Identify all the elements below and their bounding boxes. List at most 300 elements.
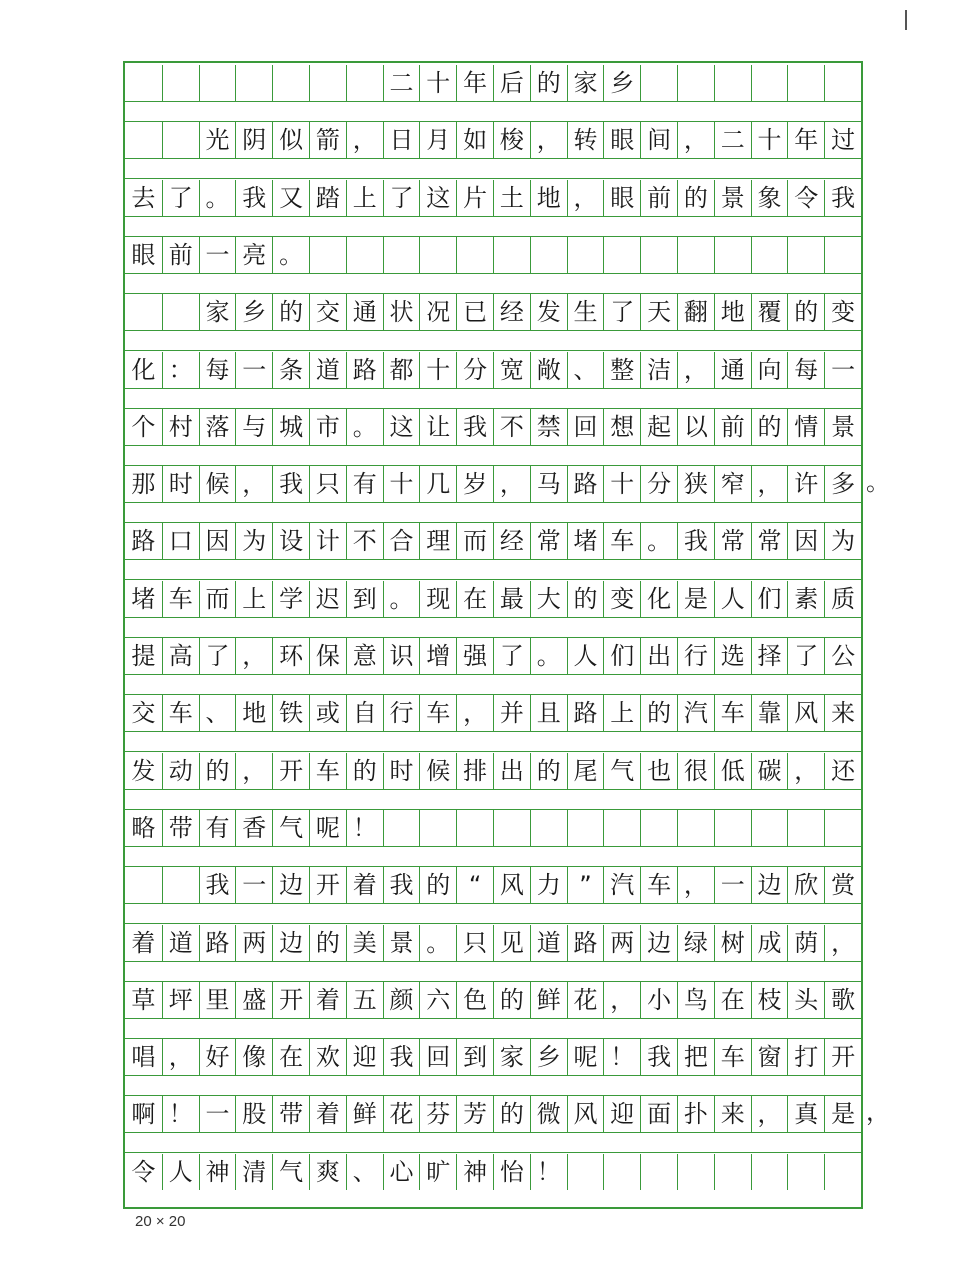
grid-cell: 而 [456, 523, 493, 559]
grid-cell: 片 [456, 180, 493, 216]
grid-cell: 不 [493, 409, 530, 445]
grid-cell [162, 867, 199, 903]
grid-cell: 汽 [677, 695, 714, 731]
grid-cell: ， [530, 122, 567, 158]
grid-cell: 现 [419, 581, 456, 617]
grid-cell: 。 [640, 523, 677, 559]
grid-cell: 地 [714, 294, 751, 330]
grid-cell: 道 [162, 925, 199, 961]
grid-cell [714, 237, 751, 273]
grid-cell [530, 237, 567, 273]
grid-cell [309, 237, 346, 273]
grid-cell: 候 [199, 466, 236, 502]
grid-cell [419, 810, 456, 846]
grid-cell: 提 [131, 642, 156, 670]
grid-cell: 两 [235, 925, 272, 961]
overflow-punctuation: ， [866, 1098, 890, 1127]
title-cell [309, 65, 346, 101]
row-separator [125, 903, 861, 924]
grid-cell: 通 [346, 294, 383, 330]
grid-cell: 自 [346, 695, 383, 731]
grid-cell: 芳 [456, 1096, 493, 1132]
grid-cell: 旷 [419, 1154, 456, 1190]
grid-cell: 排 [456, 753, 493, 789]
grid-cell: 车 [714, 695, 751, 731]
grid-cell: 香 [235, 810, 272, 846]
grid-cell: 着 [131, 928, 156, 957]
row-separator [125, 330, 861, 351]
grid-cell: 气 [603, 753, 640, 789]
grid-cell: 交 [309, 294, 346, 330]
grid-cell: 盛 [235, 982, 272, 1018]
grid-cell: ， [235, 466, 272, 502]
grid-cell: 村 [162, 409, 199, 445]
grid-cell: 的 [309, 925, 346, 961]
grid-cell: 、 [346, 1154, 383, 1190]
grid-cell: ， [677, 122, 714, 158]
grid-cell: 我 [235, 180, 272, 216]
grid-cell: 的 [530, 753, 567, 789]
corner-mark [905, 10, 907, 30]
grid-cell: ” [567, 867, 604, 903]
grid-cell: 的 [787, 294, 824, 330]
grid-cell: 车 [162, 695, 199, 731]
grid-cell: 因 [199, 523, 236, 559]
grid-cell: 间 [640, 122, 677, 158]
grid-cell: 啊 [131, 1100, 156, 1129]
grid-cell: 与 [235, 409, 272, 445]
grid-cell [787, 810, 824, 846]
grid-cell: 色 [456, 982, 493, 1018]
grid-cell: 。 [419, 925, 456, 961]
grid-cell: 道 [309, 352, 346, 388]
grid-cell: 只 [456, 925, 493, 961]
grid-cell: 十 [751, 122, 788, 158]
grid-cell: 阴 [235, 122, 272, 158]
grid-cell: 迎 [603, 1096, 640, 1132]
grid-cell: 欣 [787, 867, 824, 903]
grid-cell: 化 [131, 355, 156, 384]
grid-cell: 象 [751, 180, 788, 216]
grid-cell: 为 [824, 523, 861, 559]
grid-cell: 像 [235, 1039, 272, 1075]
grid-cell: 车 [309, 753, 346, 789]
grid-cell: 里 [199, 982, 236, 1018]
grid-cell: 枝 [751, 982, 788, 1018]
grid-cell: 道 [530, 925, 567, 961]
title-cell: 二 [383, 65, 420, 101]
grid-cell: 高 [162, 638, 199, 674]
grid-cell: 花 [383, 1096, 420, 1132]
text-row [125, 237, 861, 273]
grid-cell: 风 [567, 1096, 604, 1132]
grid-cell [640, 237, 677, 273]
grid-cell: 到 [346, 581, 383, 617]
grid-cell: 狭 [677, 466, 714, 502]
grid-cell: 欢 [309, 1039, 346, 1075]
grid-cell: 歌 [824, 982, 861, 1018]
grid-cell: 着 [309, 982, 346, 1018]
grid-cell: 心 [383, 1154, 420, 1190]
grid-cell: 土 [493, 180, 530, 216]
grid-cell: 经 [493, 523, 530, 559]
text-row [125, 753, 861, 789]
grid-cell: 风 [787, 695, 824, 731]
grid-cell: 、 [199, 695, 236, 731]
grid-cell: 爽 [309, 1154, 346, 1190]
grid-cell [125, 122, 162, 158]
grid-cell: 美 [346, 925, 383, 961]
title-cell [640, 65, 677, 101]
grid-cell: 为 [235, 523, 272, 559]
grid-cell: 岁 [456, 466, 493, 502]
grid-cell: 堵 [567, 523, 604, 559]
title-cell: 家 [567, 65, 604, 101]
grid-cell: 年 [787, 122, 824, 158]
grid-cell: 生 [567, 294, 604, 330]
row-separator [125, 1075, 861, 1096]
grid-cell [787, 1154, 824, 1190]
grid-cell: 的 [272, 294, 309, 330]
grid-cell: 令 [787, 180, 824, 216]
grid-cell [567, 810, 604, 846]
grid-cell: 到 [456, 1039, 493, 1075]
grid-cell: 好 [199, 1039, 236, 1075]
grid-cell: 口 [162, 523, 199, 559]
grid-cell: 鸟 [677, 982, 714, 1018]
grid-cell: 清 [235, 1154, 272, 1190]
grid-cell: 家 [493, 1039, 530, 1075]
grid-cell: 路 [346, 352, 383, 388]
text-row [125, 638, 861, 674]
grid-cell: 车 [419, 695, 456, 731]
grid-cell: 。 [199, 180, 236, 216]
grid-cell: 变 [603, 581, 640, 617]
grid-cell: 靠 [751, 695, 788, 731]
grid-cell [787, 237, 824, 273]
grid-cell: 发 [530, 294, 567, 330]
grid-cell: 落 [199, 409, 236, 445]
grid-cell: 情 [787, 409, 824, 445]
text-row [125, 294, 861, 330]
grid-cell: 分 [456, 352, 493, 388]
grid-cell: 踏 [309, 180, 346, 216]
grid-cell: 六 [419, 982, 456, 1018]
grid-cell: 变 [824, 294, 861, 330]
grid-cell: 每 [199, 352, 236, 388]
grid-cell: 的 [199, 753, 236, 789]
grid-cell: 出 [640, 638, 677, 674]
grid-cell: 风 [493, 867, 530, 903]
grid-cell: 乡 [235, 294, 272, 330]
grid-cell: 保 [309, 638, 346, 674]
grid-cell: 了 [383, 180, 420, 216]
text-row [125, 581, 861, 617]
grid-cell: 带 [162, 810, 199, 846]
text-row [125, 810, 861, 846]
grid-cell: 们 [751, 581, 788, 617]
grid-cell: 荫 [787, 925, 824, 961]
grid-cell [162, 122, 199, 158]
grid-cell: 还 [824, 753, 861, 789]
grid-cell [493, 810, 530, 846]
grid-cell: 在 [714, 982, 751, 1018]
row-separator [125, 445, 861, 466]
grid-cell [456, 810, 493, 846]
grid-cell: 市 [309, 409, 346, 445]
grid-cell: 不 [346, 523, 383, 559]
grid-cell: 路 [567, 925, 604, 961]
overflow-punctuation: 。 [866, 468, 890, 497]
grid-cell: 眼 [603, 180, 640, 216]
grid-cell: 是 [824, 1096, 861, 1132]
grid-cell: 想 [603, 409, 640, 445]
grid-cell: ， [787, 753, 824, 789]
grid-cell: 大 [530, 581, 567, 617]
grid-cell: 动 [162, 753, 199, 789]
grid-cell: 强 [456, 638, 493, 674]
grid-cell: 开 [272, 753, 309, 789]
grid-cell: 常 [530, 523, 567, 559]
grid-cell: 每 [787, 352, 824, 388]
text-row [125, 466, 861, 502]
grid-cell: 气 [272, 1154, 309, 1190]
grid-cell [346, 237, 383, 273]
grid-cell: 成 [751, 925, 788, 961]
grid-cell: 了 [162, 180, 199, 216]
grid-cell: 五 [346, 982, 383, 1018]
grid-cell: 又 [272, 180, 309, 216]
grid-cell: 前 [640, 180, 677, 216]
grid-cell: 呢 [567, 1039, 604, 1075]
grid-cell [493, 237, 530, 273]
grid-cell: 地 [530, 180, 567, 216]
grid-cell [714, 810, 751, 846]
grid-cell: 景 [383, 925, 420, 961]
grid-cell: 似 [272, 122, 309, 158]
grid-cell: ， [456, 695, 493, 731]
row-separator [125, 388, 861, 409]
grid-cell: 覆 [751, 294, 788, 330]
grid-cell: 翻 [677, 294, 714, 330]
grid-cell [677, 810, 714, 846]
grid-cell: 我 [383, 867, 420, 903]
grid-cell: 开 [824, 1039, 861, 1075]
grid-cell [824, 237, 861, 273]
grid-cell: 过 [824, 122, 861, 158]
grid-cell: 绿 [677, 925, 714, 961]
grid-cell: 上 [235, 581, 272, 617]
grid-cell: 我 [383, 1039, 420, 1075]
grid-cell: 理 [419, 523, 456, 559]
title-cell: 十 [419, 65, 456, 101]
grid-cell: 月 [419, 122, 456, 158]
grid-cell: 城 [272, 409, 309, 445]
grid-cell: 的 [640, 695, 677, 731]
grid-cell: 尾 [567, 753, 604, 789]
grid-cell: 树 [714, 925, 751, 961]
grid-cell: ， [235, 753, 272, 789]
grid-cell: 箭 [309, 122, 346, 158]
grid-cell: 也 [640, 753, 677, 789]
grid-cell: 路 [567, 466, 604, 502]
grid-cell: 我 [640, 1039, 677, 1075]
grid-cell: 一 [824, 352, 861, 388]
grid-cell: 气 [272, 810, 309, 846]
title-cell [346, 65, 383, 101]
title-cell [677, 65, 714, 101]
grid-cell: 行 [677, 638, 714, 674]
grid-cell [751, 810, 788, 846]
grid-size-label: 20 × 20 [135, 1213, 186, 1230]
grid-cell: ！ [346, 810, 383, 846]
grid-cell [640, 810, 677, 846]
text-row [125, 695, 861, 731]
grid-cell: 这 [383, 409, 420, 445]
grid-cell: 车 [640, 867, 677, 903]
grid-cell: 着 [309, 1096, 346, 1132]
grid-cell: 条 [272, 352, 309, 388]
grid-cell: 赏 [824, 867, 861, 903]
row-separator [125, 216, 861, 237]
grid-cell: 整 [603, 352, 640, 388]
grid-cell: 亮 [235, 237, 272, 273]
grid-cell: 了 [787, 638, 824, 674]
grid-cell [751, 237, 788, 273]
grid-cell: 人 [714, 581, 751, 617]
grid-cell: 上 [346, 180, 383, 216]
grid-cell: 敞 [530, 352, 567, 388]
grid-cell: 有 [346, 466, 383, 502]
title-cell: 年 [456, 65, 493, 101]
grid-cell: 如 [456, 122, 493, 158]
grid-cell: 一 [714, 867, 751, 903]
grid-cell: 最 [493, 581, 530, 617]
grid-cell: 学 [272, 581, 309, 617]
grid-cell: 环 [272, 638, 309, 674]
grid-cell: 迟 [309, 581, 346, 617]
row-separator [125, 617, 861, 638]
grid-cell: 地 [235, 695, 272, 731]
grid-cell: 质 [824, 581, 861, 617]
grid-cell [640, 1154, 677, 1190]
grid-cell: 化 [640, 581, 677, 617]
grid-cell: 十 [383, 466, 420, 502]
grid-cell: 边 [272, 867, 309, 903]
grid-cell: 微 [530, 1096, 567, 1132]
grid-cell: 乡 [530, 1039, 567, 1075]
grid-cell: 边 [272, 925, 309, 961]
title-cell [162, 65, 199, 101]
title-row [125, 65, 861, 101]
grid-cell [383, 237, 420, 273]
title-cell: 后 [493, 65, 530, 101]
grid-cell: 开 [309, 867, 346, 903]
grid-cell [824, 810, 861, 846]
grid-cell: 只 [309, 466, 346, 502]
grid-cell: ， [235, 638, 272, 674]
grid-cell: 路 [199, 925, 236, 961]
grid-cell: 家 [199, 294, 236, 330]
grid-cell: 而 [199, 581, 236, 617]
grid-cell: ： [162, 352, 199, 388]
grid-cell: ， [493, 466, 530, 502]
grid-cell: 、 [567, 352, 604, 388]
title-cell [751, 65, 788, 101]
grid-cell: 出 [493, 753, 530, 789]
text-row [125, 1096, 861, 1132]
grid-cell: 素 [787, 581, 824, 617]
grid-cell: 两 [603, 925, 640, 961]
grid-cell: 宽 [493, 352, 530, 388]
grid-cell: 铁 [272, 695, 309, 731]
title-cell: 乡 [603, 65, 640, 101]
row-separator [125, 273, 861, 294]
grid-cell: 选 [714, 638, 751, 674]
grid-cell: “ [456, 867, 493, 903]
grid-cell: 十 [603, 466, 640, 502]
grid-cell: 以 [677, 409, 714, 445]
row-separator [125, 789, 861, 810]
text-row [125, 352, 861, 388]
grid-cell [677, 237, 714, 273]
grid-cell: ， [824, 925, 861, 961]
grid-cell: 路 [131, 527, 156, 556]
grid-cell: 小 [640, 982, 677, 1018]
grid-cell: ！ [530, 1154, 567, 1190]
text-row [125, 409, 861, 445]
grid-cell [603, 1154, 640, 1190]
row-separator [125, 674, 861, 695]
grid-cell: 上 [603, 695, 640, 731]
grid-cell: 意 [346, 638, 383, 674]
title-cell [199, 65, 236, 101]
grid-cell: 路 [567, 695, 604, 731]
grid-cell: 。 [272, 237, 309, 273]
grid-cell: 真 [787, 1096, 824, 1132]
grid-cell: 的 [567, 581, 604, 617]
grid-cell: 已 [456, 294, 493, 330]
grid-cell: 公 [824, 638, 861, 674]
grid-cell: 一 [199, 1096, 236, 1132]
grid-cell: 车 [162, 581, 199, 617]
grid-cell [125, 867, 162, 903]
grid-cell: 头 [787, 982, 824, 1018]
grid-cell: 增 [419, 638, 456, 674]
text-row [125, 122, 861, 158]
text-row [125, 180, 861, 216]
grid-cell: 合 [383, 523, 420, 559]
grid-cell: 呢 [309, 810, 346, 846]
grid-cell: 交 [131, 699, 156, 728]
grid-cell: 通 [714, 352, 751, 388]
grid-cell: 让 [419, 409, 456, 445]
grid-cell: ， [677, 867, 714, 903]
grid-cell: 时 [383, 753, 420, 789]
grid-cell: 眼 [131, 240, 156, 269]
grid-cell: 鲜 [530, 982, 567, 1018]
grid-cell: 见 [493, 925, 530, 961]
grid-cell: 人 [567, 638, 604, 674]
grid-cell [383, 810, 420, 846]
text-row [125, 925, 861, 961]
grid-cell: 。 [383, 581, 420, 617]
grid-cell: 识 [383, 638, 420, 674]
grid-cell: 常 [751, 523, 788, 559]
grid-cell: 经 [493, 294, 530, 330]
grid-cell: 把 [677, 1039, 714, 1075]
grid-cell: 这 [419, 180, 456, 216]
